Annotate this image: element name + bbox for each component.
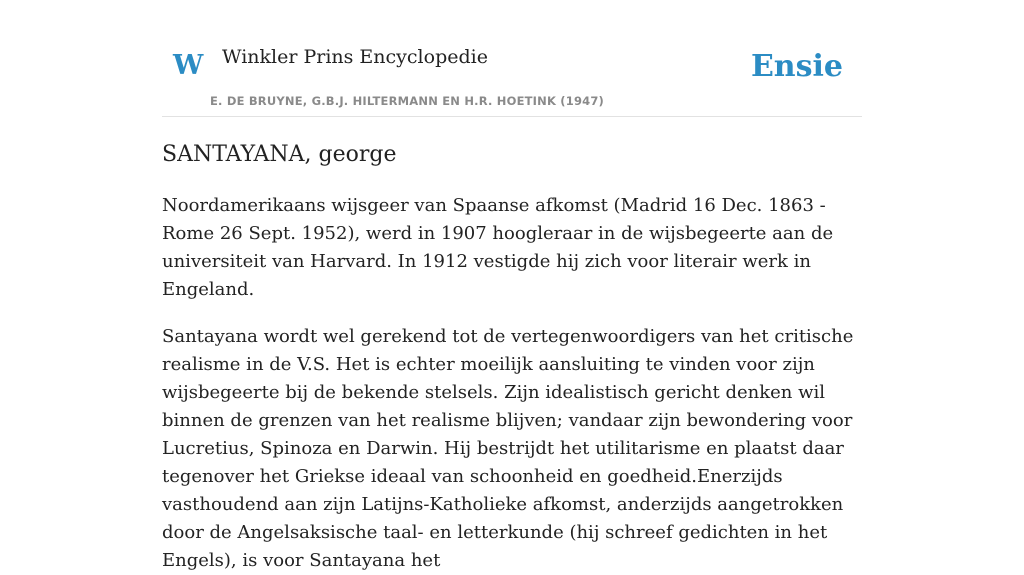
article — [162, 137, 862, 575]
site-title[interactable]: Winkler Prins Encyclopedie — [222, 46, 488, 68]
authors-subtitle: E. DE BRUYNE, G.B.J. HILTERMANN EN H.R. HOETINK (1947) — [210, 94, 605, 108]
article-title: SANTAYANA, george — [162, 142, 397, 167]
article-paragraph: Santayana wordt wel gerekend tot de vertegenwoordigers van het critische realisme in de V.S. Het is echter moeilijk aansluiting te vinden voor zijn wijsbegeerte bij de bekende stelsels. Zijn idealistisch gericht denken wil binnen de grenzen van het realisme blijven; vandaar zijn bewondering voor Lucretius, Spinoza en Darwin. Hij bestrijdt het utilitarisme en plaatst daar tegenover het Griekse ideaal van schoonheid en goedheid.Enerzijds vasthoudend aan zijn Latijns-Katholieke afkomst, anderzijds aangetrokken door de Angelsaksische taal- en letterkunde (hij schreef gedichten in het Engels), is voor Santayana het — [162, 326, 854, 571]
article-paragraph: Noordamerikaans wijsgeer van Spaanse afkomst (Madrid 16 Dec. 1863 - Rome 26 Sept. 1952), werd in 1907 hoogleraar in de wijsbegeerte aan de universiteit van Harvard. In 1912 vestigde hij zich voor literair werk in Engeland. — [162, 195, 834, 300]
ensie-logo[interactable]: Ensie — [750, 49, 843, 84]
logo-w-icon[interactable]: W — [173, 50, 204, 81]
site-header — [162, 0, 862, 117]
